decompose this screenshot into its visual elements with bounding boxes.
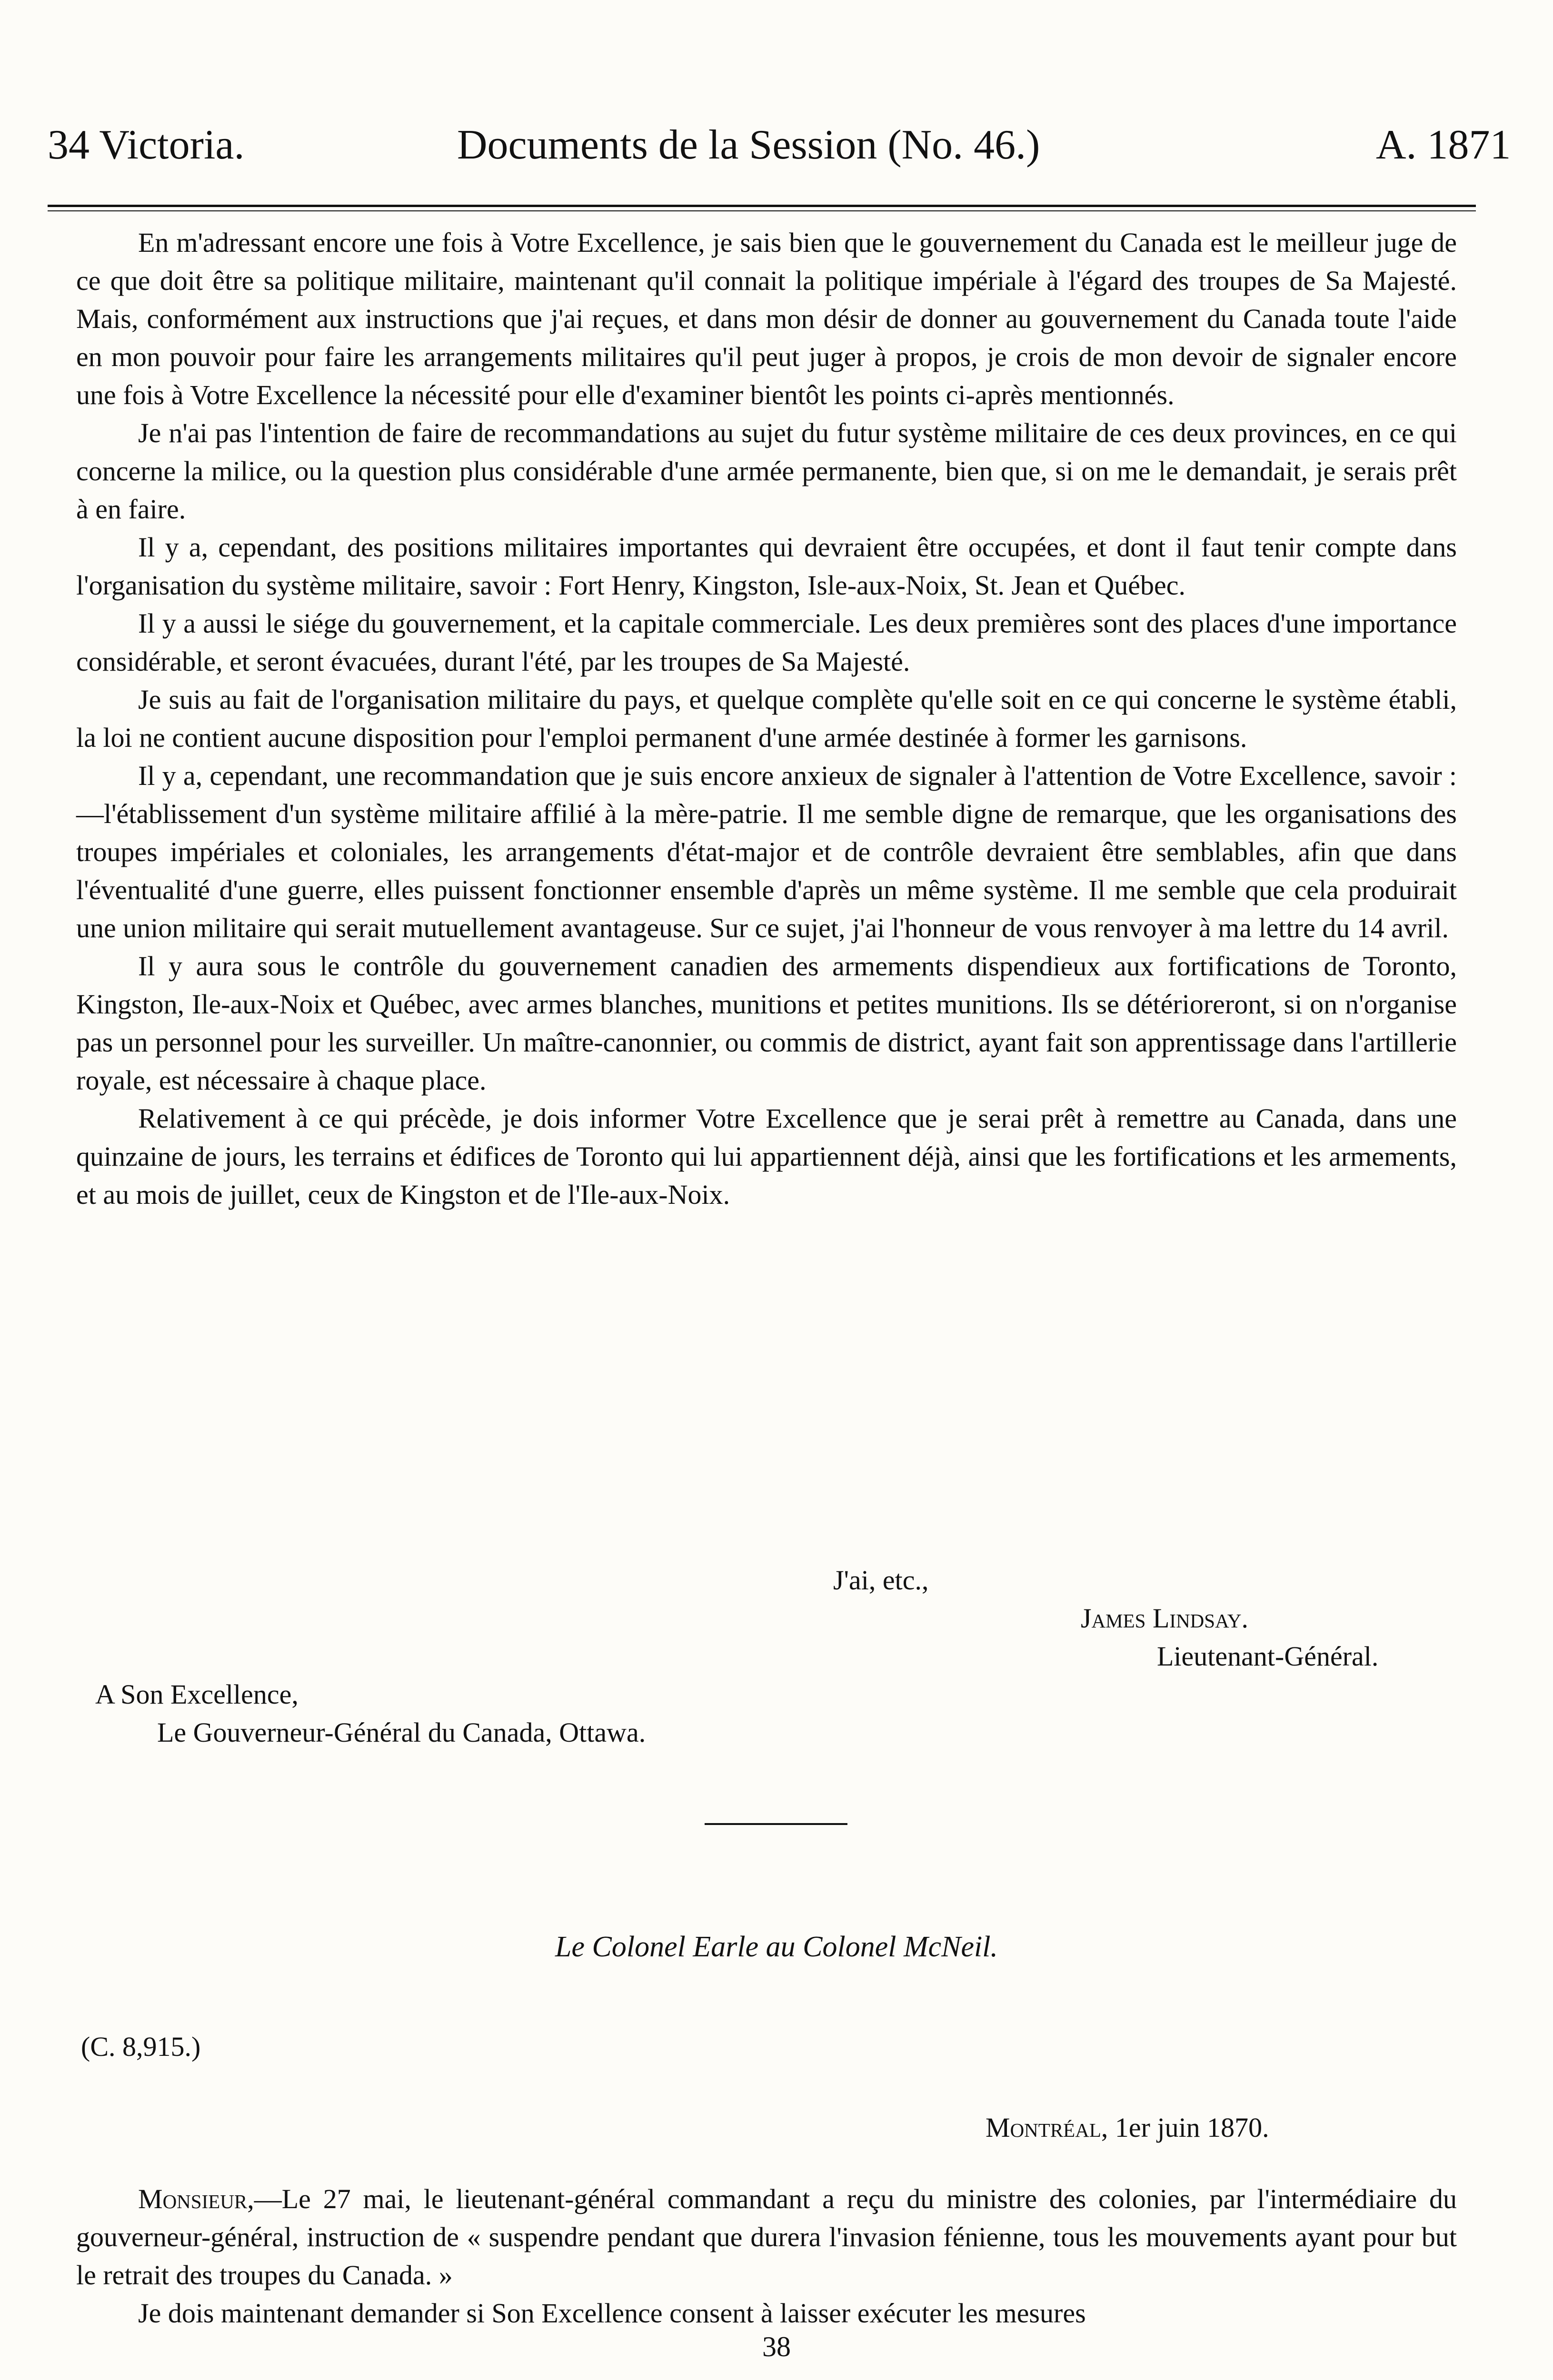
signature-title: Lieutenant-Général. <box>1157 1641 1379 1672</box>
dateline <box>986 2109 1269 2147</box>
running-header <box>48 119 1511 171</box>
header-document-title: Documents de la Session (No. 46.) <box>457 122 1040 168</box>
body-paragraph: Je n'ai pas l'intention de faire de recommandations au sujet du futur système militaire de ces deux provinces, en ce qui concerne la milice, ou la question plus considérable d'une armée permanente, bien que, si on me le demandait, je serais prêt à en faire. <box>76 417 1457 525</box>
dateline-date: 1er juin 1870. <box>1115 2112 1269 2143</box>
body-paragraph: Il y a, cependant, des positions militaires importantes qui devraient être occupées, et dont il faut tenir compte dans l'organisation du système militaire, savoir : Fort Henry, Kingston, Isle-aux-Noix, St. Jean et Québec. <box>76 532 1457 601</box>
body-paragraph: En m'adressant encore une fois à Votre Excellence, je sais bien que le gouvernement du Canada est le meilleur juge de ce que doit être sa politique militaire, maintenant qu'il connait la politique impériale à l'égard des troupes de Sa Majesté. Mais, conformément aux instructions que j'ai reçues, et dans mon désir de donner au gouvernement du Canada toute l'aide en mon pouvoir pour faire les arrangements militaires qu'il peut juger à propos, je crois de mon devoir de signaler encore une fois à Votre Excellence la nécessité pour elle d'examiner bientôt les points ci-après mentionnés. <box>76 227 1457 410</box>
header-rule-thick <box>48 205 1476 207</box>
addressee-line: Le Gouverneur-Général du Canada, Ottawa. <box>157 1717 646 1748</box>
closing-formula: J'ai, etc., <box>833 1565 929 1596</box>
paragraph-text: —Le 27 mai, le lieutenant-général commandant a reçu du ministre des colonies, par l'intermédiaire du gouverneur-général, instruction de « suspendre pendant que durera l'invasion fénienne, tous les mouvements ayant pour but le retrait des troupes du Canada. » <box>76 2183 1457 2291</box>
body-paragraph: Il y a aussi le siége du gouvernement, et la capitale commerciale. Les deux premières sont des places d'une importance considérable, et seront évacuées, durant l'été, par les troupes de Sa Majesté. <box>76 608 1457 677</box>
signature-name: James Lindsay. <box>1081 1603 1249 1634</box>
dateline-place: Montréal, <box>986 2112 1108 2143</box>
letter-closing <box>833 1561 1452 1676</box>
header-year: A. 1871 <box>1376 122 1511 168</box>
section-divider <box>705 1823 847 1825</box>
body-paragraph <box>76 2180 1457 2294</box>
letter-body <box>76 224 1457 1214</box>
addressee-block <box>95 1676 1047 1752</box>
addressee-line: A Son Excellence, <box>95 1679 299 1710</box>
salutation: Monsieur, <box>138 2183 254 2214</box>
page-number: 38 <box>762 2331 791 2362</box>
body-paragraph: Je dois maintenant demander si Son Excellence consent à laisser exécuter les mesures <box>138 2298 1086 2329</box>
header-rule-thin <box>48 210 1476 211</box>
second-letter-body <box>76 2180 1457 2332</box>
header-session-year: 34 Victoria. <box>48 122 245 168</box>
body-paragraph: Relativement à ce qui précède, je dois informer Votre Excellence que je serai prêt à remettre au Canada, dans une quinzaine de jours, les terrains et édifices de Toronto qui lui appartiennent déjà, ainsi que les fortifications et les armements, et au mois de juillet, ceux de Kingston et de l'Ile-aux-Noix. <box>76 1103 1457 1210</box>
body-paragraph: Je suis au fait de l'organisation militaire du pays, et quelque complète qu'elle soit en ce qui concerne le système établi, la loi ne contient aucune disposition pour l'emploi permanent d'une armée destinée à former les garnisons. <box>76 684 1457 753</box>
body-paragraph: Il y a, cependant, une recommandation que je suis encore anxieux de signaler à l'attention de Votre Excellence, savoir :—l'établissement d'un système militaire affilié à la mère-patrie. Il me semble digne de remarque, que les organisations des troupes impériales et coloniales, les arrangements d'état-major et de contrôle devraient être semblables, afin que dans l'éventualité d'une guerre, elles puissent fonctionner ensemble d'après un même système. Il me semble que cela produirait une union militaire qui serait mutuellement avantageuse. Sur ce sujet, j'ai l'honneur de vous renvoyer à ma lettre du 14 avril. <box>76 760 1457 943</box>
reference-number: (C. 8,915.) <box>81 2031 201 2062</box>
body-paragraph: Il y aura sous le contrôle du gouvernement canadien des armements dispendieux aux fortifications de Toronto, Kingston, Ile-aux-Noix et Québec, avec armes blanches, munitions et petites munitions. Ils se détérioreront, si on n'organise pas un personnel pour les surveiller. Un maître-canonnier, ou commis de district, ayant fait son apprentissage dans l'artillerie royale, est nécessaire à chaque place. <box>76 951 1457 1096</box>
second-letter-heading: Le Colonel Earle au Colonel McNeil. <box>555 1931 998 1963</box>
